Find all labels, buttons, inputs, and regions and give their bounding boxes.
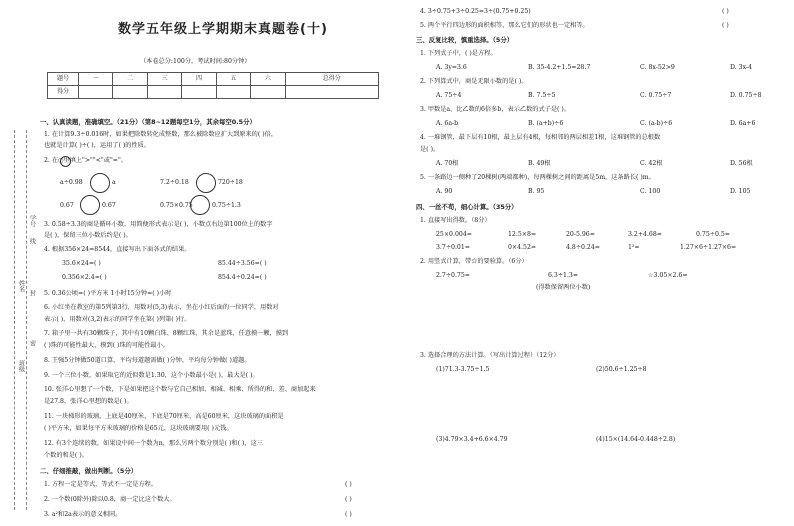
- question-11a: 11. 一块梯形的玻璃，上底是40厘米，下底是70厘米，高是60厘米，这块玻璃的面积是: [44, 413, 284, 420]
- compare-circle[interactable]: [190, 195, 210, 215]
- question-10a: 10. 张洋心里想了一个数，下是如果把这个数与它自己相加、相减、相乘、所得的和、差、商加起来: [44, 386, 316, 393]
- choice-4b: 是( )。: [420, 146, 440, 153]
- question-2: 2. 在○里填上">""<"或"="。: [44, 157, 128, 164]
- score-cell: 总得分: [285, 73, 378, 86]
- section-3-title: 三、反复比较，慎重选择。（5分）: [416, 36, 514, 44]
- calc-item: 12.5×8=: [508, 231, 537, 238]
- question-8: 8. 王强5分钟做50道口算，平均每道题需做( )分钟，平均每分钟做( )道题。: [44, 357, 251, 364]
- compare-right: 0.75÷1.3: [212, 202, 241, 209]
- score-table: [47, 72, 379, 99]
- calc-1: 1. 直接写出得数。（8分）: [420, 217, 491, 224]
- compare-circle[interactable]: [90, 173, 110, 193]
- calc-item: 3.7÷0.01=: [436, 244, 470, 251]
- judge-answer[interactable]: ( ): [345, 496, 352, 503]
- choice-option[interactable]: C. 0.75÷7: [640, 92, 672, 99]
- score-input[interactable]: [251, 86, 285, 99]
- judge-answer[interactable]: ( ): [345, 481, 352, 488]
- score-input[interactable]: [79, 86, 113, 99]
- compare-right: 0.67: [102, 202, 116, 209]
- choice-option[interactable]: D. 3x-4: [730, 64, 753, 71]
- question-3b: 是( )，保留三位小数后约是( )。: [44, 232, 132, 239]
- calc-note: (得数保留两位小数): [536, 284, 591, 291]
- q4-item: 35.6×24=( ): [62, 260, 101, 267]
- question-3a: 3. 0.58÷3.3的商是循环小数，用简便形式表示是( )，小数点右边第100位上的数字: [44, 221, 273, 228]
- question-7a: 7. 箱子里一共有30颗珠子，其中有10颗白珠、8颗红珠，其余是蓝珠，任意摸一颗，摸到: [44, 330, 289, 337]
- score-cell: 一: [79, 73, 113, 86]
- side-label-name: 姓名: [17, 280, 25, 292]
- choice-option[interactable]: B. 35-4.2+1.5=28.7: [528, 64, 591, 71]
- calc-item: 0.75÷0.5=: [696, 231, 730, 238]
- question-9: 9. 一个三位小数，如果取它的近似数是1.30，这个小数最小是( )，最大是( )。: [44, 372, 259, 379]
- compare-left: 7.2÷0.18: [160, 179, 189, 186]
- choice-option[interactable]: A. 90: [436, 188, 453, 195]
- choice-2: 2. 下列算式中，商是无限小数的是( )。: [420, 78, 528, 85]
- score-input[interactable]: [113, 86, 147, 99]
- compare-circle[interactable]: [196, 173, 216, 193]
- section-1-title: 一、认真读题，准确填空。（21分）（第8~12题每空1分，其余每空0.5分）: [40, 118, 256, 126]
- calc-item: 1²=: [628, 244, 640, 251]
- side-label-class: 班级: [17, 360, 25, 372]
- q4-item: 0.356×2.4=( ): [62, 274, 107, 281]
- score-cell: 三: [147, 73, 181, 86]
- calc-item: (3)4.79×3.4+6.6×4.79: [436, 436, 508, 443]
- page-subtitle: （本卷总分:100分，考试时间:80分钟）: [140, 58, 251, 65]
- score-cell: 二: [113, 73, 147, 86]
- side-label-seal: 封: [28, 290, 36, 296]
- choice-3: 3. 甲数是a，比乙数的6倍多b，表示乙数的式子是( )。: [420, 106, 571, 113]
- judge-4: 4. 3÷0.75+3÷0.25=3÷(0.75+0.25): [420, 8, 531, 15]
- calc-item: ☆3.05×2.6=: [648, 272, 688, 279]
- calc-2: 2. 用竖式计算，带☆的要验算。（6分）: [420, 258, 528, 265]
- page-title: 数学五年级上学期期末真题卷(十): [118, 22, 328, 37]
- section-2-title: 二、仔细推敲，做出判断。（5分）: [40, 467, 138, 475]
- choice-option[interactable]: A. 3y=3.6: [436, 64, 467, 71]
- calc-item: (2)50.6÷1.25÷8: [596, 366, 647, 373]
- choice-option[interactable]: B. 7.5÷5: [528, 92, 556, 99]
- question-4: 4. 根据356×24=8544，直接写出下面各式的结果。: [44, 246, 191, 253]
- calc-item: 25×0.004=: [436, 231, 472, 238]
- compare-left: a÷0.98: [60, 179, 83, 186]
- score-cell: 五: [216, 73, 250, 86]
- judge-3: 3. a²和2a表示的意义相同。: [44, 511, 122, 518]
- judge-answer[interactable]: ( ): [345, 511, 352, 518]
- score-cell: 得分: [48, 86, 79, 99]
- calc-item: 6.3÷1.3≈: [548, 272, 579, 279]
- choice-1: 1. 下列式子中，( )是方程。: [420, 50, 497, 57]
- score-cell: 四: [182, 73, 216, 86]
- judge-answer[interactable]: ( ): [722, 22, 729, 29]
- question-1b: 也就是计算( )÷( )，运用了( )的性质。: [44, 142, 151, 149]
- choice-option[interactable]: D. 56根: [730, 160, 753, 167]
- question-5: 5. 0.36公顷=( )平方米 1小时15分钟=( )小时: [44, 290, 172, 297]
- calc-item: 20-5.96=: [566, 231, 595, 238]
- section-4-title: 四、一丝不苟，细心计算。（35分）: [416, 203, 518, 211]
- judge-answer[interactable]: ( ): [722, 8, 729, 15]
- judge-5: 5. 两个平行四边形的面积相等，那么它们的形状也一定相等。: [420, 22, 589, 29]
- choice-option[interactable]: D. 6a+6: [730, 120, 756, 127]
- score-cell: 题号: [48, 73, 79, 86]
- calc-item: 4.8÷0.24=: [566, 244, 600, 251]
- choice-option[interactable]: C. 100: [640, 188, 661, 195]
- compare-right: a: [112, 179, 116, 186]
- calc-item: (1)71.3-3.75÷1.5: [436, 366, 490, 373]
- compare-circle[interactable]: [60, 156, 71, 167]
- choice-option[interactable]: A. 70根: [436, 160, 459, 167]
- score-input[interactable]: [182, 86, 216, 99]
- compare-circle[interactable]: [80, 195, 100, 215]
- score-input[interactable]: [285, 86, 378, 99]
- compare-left: 0.67: [60, 202, 74, 209]
- question-7b: ( )珠的可能性最大，摸到( )珠的可能性最小。: [44, 342, 169, 349]
- choice-option[interactable]: A. 75÷4: [436, 92, 462, 99]
- calc-item: 3.2+4.68=: [628, 231, 662, 238]
- choice-option[interactable]: B. 49根: [528, 160, 551, 167]
- calc-item: (4)15×(14.64-0.448÷2.8): [596, 436, 676, 443]
- q4-item: 85.44÷3.56=( ): [218, 260, 267, 267]
- question-6a: 6. 小红坐在教室的第5列第3行，用数对(5,3)表示，坐在小红后面的一位同学，用数对: [44, 304, 279, 311]
- question-12b: 个数的和是( )。: [44, 452, 88, 459]
- calc-3: 3. 选择合理的方法计算。（写出计算过程）（12分）: [420, 352, 560, 359]
- calc-item: 0×4.52=: [508, 244, 537, 251]
- side-label-line: 线: [28, 238, 36, 244]
- compare-right: 720÷18: [218, 179, 243, 186]
- judge-1: 1. 方程一定是等式，等式不一定是方程。: [44, 481, 158, 488]
- q4-item: 854.4÷0.24=( ): [218, 274, 267, 281]
- question-6b: 表示( )，用数对(3,2)表示的同学坐在第( )列第( )行。: [44, 316, 191, 323]
- score-input[interactable]: [216, 86, 250, 99]
- calc-item: 2.7÷0.75=: [436, 272, 470, 279]
- question-12a: 12. 有3个连续的数，如果设中间一个数为n，那么另两个数分别是( )和( )，这三: [44, 440, 263, 447]
- question-1a: 1. 在计算9.3÷0.016时，如果把除数转化成整数，那么被除数应扩大到原来的( )倍，: [44, 131, 278, 138]
- binding-line-outer: [14, 130, 15, 510]
- compare-left: 0.75×0.75: [160, 202, 193, 209]
- choice-option[interactable]: D. 105: [730, 188, 751, 195]
- question-11b: ( )平方米，如果每平方米玻璃的价格是65元，这块玻璃要用( )元钱。: [44, 425, 233, 432]
- choice-5: 5. 一条路边一侧种了20棵树(两端都种)，每两棵树之间的距离是5m，这条路长( )m。: [420, 174, 655, 181]
- choice-option[interactable]: C. 8x-52>9: [640, 64, 675, 71]
- question-10b: 是27.8，张洋心里想的数是( )。: [44, 398, 133, 405]
- choice-option[interactable]: C. 42根: [640, 160, 663, 167]
- score-cell: 六: [251, 73, 285, 86]
- side-label-student-id: 学号: [28, 215, 36, 227]
- choice-option[interactable]: B. (a+b)÷6: [528, 120, 564, 127]
- score-input[interactable]: [147, 86, 181, 99]
- choice-option[interactable]: D. 0.75÷8: [730, 92, 762, 99]
- binding-line-inner: [26, 130, 27, 510]
- choice-option[interactable]: B. 95: [528, 188, 545, 195]
- choice-option[interactable]: C. (a-b)÷6: [640, 120, 673, 127]
- choice-4a: 4. 一堆钢管，最下层有10根，最上层有4根，每相邻的两层相差1根，这堆钢管的总根数: [420, 134, 661, 141]
- choice-option[interactable]: A. 6a-b: [436, 120, 459, 127]
- calc-item: 1.27×6÷1.27×6=: [680, 244, 737, 251]
- judge-2: 2. 一个数(0除外)除以0.8，商一定比这个数大。: [44, 496, 176, 503]
- side-label-secret: 密: [28, 340, 36, 346]
